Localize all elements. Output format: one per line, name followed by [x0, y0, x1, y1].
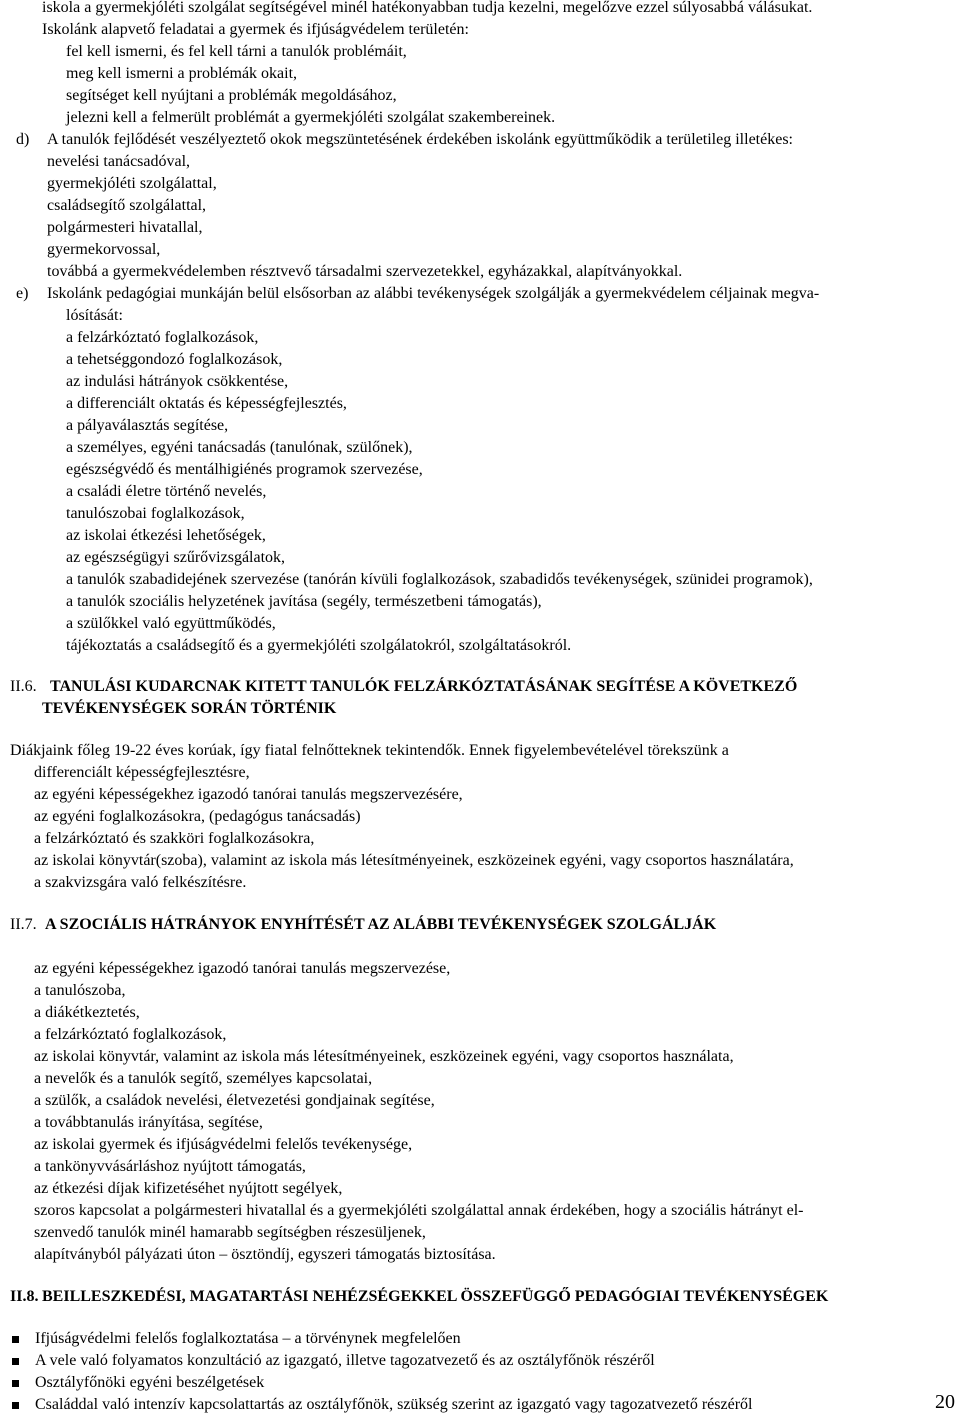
list-item: egészségvédő és mentálhigiénés programok szervezése,	[66, 461, 423, 478]
section-number: II.6.	[10, 678, 37, 695]
list-item: a továbbtanulás irányítása, segítése,	[34, 1114, 263, 1131]
list-item: az iskolai könyvtár, valamint az iskola más létesítményeinek, eszközeinek egyéni, vagy csoportos használata,	[34, 1048, 734, 1065]
list-item: a nevelők és a tanulók segítő, személyes kapcsolatai,	[34, 1070, 373, 1087]
bullet-item: A vele való folyamatos konzultáció az igazgató, illetve tagozatvezető és az osztályfőnök részéről	[35, 1352, 655, 1369]
list-item: a differenciált oktatás és képességfejlesztés,	[66, 395, 347, 412]
list-item: a szülők, a családok nevelési, életvezetési gondjainak segítése,	[34, 1092, 435, 1109]
list-item: segítséget kell nyújtani a problémák megoldásához,	[66, 87, 397, 104]
text-line: lósítását:	[66, 307, 123, 324]
list-item: a szakvizsgára való felkészítésre.	[34, 874, 247, 891]
list-item: az indulási hátrányok csökkentése,	[66, 373, 289, 390]
text-line: Diákjaink főleg 19-22 éves korúak, így fiatal felnőtteknek tekintendők. Ennek figyelembevételével törekszünk a	[10, 742, 729, 759]
square-bullet-icon	[12, 1402, 19, 1409]
list-item: tájékoztatás a családsegítő és a gyermekjóléti szolgálatokról, szolgáltatásokról.	[66, 637, 572, 654]
list-item: a tanulók szabadidejének szervezése (tanórán kívüli foglalkozások, szabadidős tevékenységek, szünidei programok),	[66, 571, 813, 588]
text-line: Iskolánk alapvető feladatai a gyermek és ifjúságvédelem területén:	[42, 21, 469, 38]
list-item: fel kell ismerni, és fel kell tárni a tanulók problémáit,	[66, 43, 407, 60]
list-item: nevelési tanácsadóval,	[47, 153, 191, 170]
section-heading: BEILLESZKEDÉSI, MAGATARTÁSI NEHÉZSÉGEKKEL ÖSSZEFÜGGŐ PEDAGÓGIAI TEVÉKENYSÉGEK	[42, 1288, 829, 1305]
list-item: alapítványból pályázati úton – ösztöndíj, egyszeri támogatás biztosítása.	[34, 1246, 496, 1263]
list-item: a családi életre történő nevelés,	[66, 483, 267, 500]
list-item: az étkezési díjak kifizetéséhet nyújtott segélyek,	[34, 1180, 343, 1197]
square-bullet-icon	[12, 1358, 19, 1365]
list-item: a felzárkóztató foglalkozások,	[66, 329, 259, 346]
list-item: gyermekjóléti szolgálattal,	[47, 175, 217, 192]
list-item: az egyéni foglalkozásokra, (pedagógus tanácsadás)	[34, 808, 361, 825]
section-heading: TANULÁSI KUDARCNAK KITETT TANULÓK FELZÁRKÓZTATÁSÁNAK SEGÍTÉSE A KÖVETKEZŐ	[50, 678, 798, 695]
list-item: a diákétkeztetés,	[34, 1004, 140, 1021]
list-item: az iskolai gyermek és ifjúságvédelmi felelős tevékenysége,	[34, 1136, 413, 1153]
list-item: a tanulószoba,	[34, 982, 126, 999]
text-line: Iskolánk pedagógiai munkáján belül elsősorban az alábbi tevékenységek szolgálják a gyermekvédelem céljainak megva-	[47, 285, 820, 302]
list-item: a felzárkóztató foglalkozások,	[34, 1026, 227, 1043]
square-bullet-icon	[12, 1336, 19, 1343]
list-item: tanulószobai foglalkozások,	[66, 505, 245, 522]
list-item: a tanulók szociális helyzetének javítása (segély, természetbeni támogatás),	[66, 593, 542, 610]
list-item: jelezni kell a felmerült problémát a gyermekjóléti szolgálat szakembereinek.	[66, 109, 556, 126]
list-item: polgármesteri hivatallal,	[47, 219, 203, 236]
list-item: a tankönyvvásárláshoz nyújtott támogatás,	[34, 1158, 306, 1175]
list-item: meg kell ismerni a problémák okait,	[66, 65, 298, 82]
page-number: 20	[935, 1391, 955, 1413]
list-item: a tehetséggondozó foglalkozások,	[66, 351, 283, 368]
list-item: gyermekorvossal,	[47, 241, 161, 258]
list-item: az egyéni képességekhez igazodó tanórai tanulás megszervezésére,	[34, 786, 463, 803]
list-item: a felzárkóztató és szakköri foglalkozásokra,	[34, 830, 315, 847]
section-heading: TEVÉKENYSÉGEK SORÁN TÖRTÉNIK	[42, 700, 337, 717]
list-item: differenciált képességfejlesztésre,	[34, 764, 250, 781]
list-item: az egyéni képességekhez igazodó tanórai tanulás megszervezése,	[34, 960, 451, 977]
text-line: iskola a gyermekjóléti szolgálat segítségével minél hatékonyabban tudja kezelni, megelőzve ezzel súlyosabbá válásukat.	[42, 0, 813, 16]
bullet-item: Osztályfőnöki egyéni beszélgetések	[35, 1374, 265, 1391]
list-item: továbbá a gyermekvédelemben résztvevő társadalmi szervezetekkel, egyházakkal, alapítványokkal.	[47, 263, 683, 280]
section-heading: A SZOCIÁLIS HÁTRÁNYOK ENYHÍTÉSÉT AZ ALÁBBI TEVÉKENYSÉGEK SZOLGÁLJÁK	[45, 916, 717, 933]
list-item: szoros kapcsolat a polgármesteri hivatallal és a gyermekjóléti szolgálattal annak érdekében, hogy a szociális hátrányt el-	[34, 1202, 804, 1219]
list-item: szenvedő tanulók minél hamarabb segítségben részesüljenek,	[34, 1224, 426, 1241]
section-number: II.7.	[10, 916, 37, 933]
list-item: családsegítő szolgálattal,	[47, 197, 207, 214]
list-item: az egészségügyi szűrővizsgálatok,	[66, 549, 286, 566]
bullet-item: Ifjúságvédelmi felelős foglalkoztatása – a törvénynek megfelelően	[35, 1330, 461, 1347]
list-item: a szülőkkel való együttműködés,	[66, 615, 276, 632]
list-item: az iskolai könyvtár(szoba), valamint az iskola más létesítményeinek, eszközeinek egyéni, vagy csoportos használatára,	[34, 852, 794, 869]
square-bullet-icon	[12, 1380, 19, 1387]
list-item: a személyes, egyéni tanácsadás (tanulónak, szülőnek),	[66, 439, 413, 456]
text-line: A tanulók fejlődését veszélyeztető okok megszüntetésének érdekében iskolánk együttműködik a területileg illetékes:	[47, 131, 793, 148]
list-item: a pályaválasztás segítése,	[66, 417, 229, 434]
list-marker: e)	[16, 285, 29, 302]
bullet-item: Családdal való intenzív kapcsolattartás az osztályfőnök, szükség szerint az igazgató vagy tagozatvezető részéről	[35, 1396, 753, 1413]
list-marker: d)	[16, 131, 30, 148]
section-number: II.8.	[10, 1288, 39, 1305]
list-item: az iskolai étkezési lehetőségek,	[66, 527, 266, 544]
